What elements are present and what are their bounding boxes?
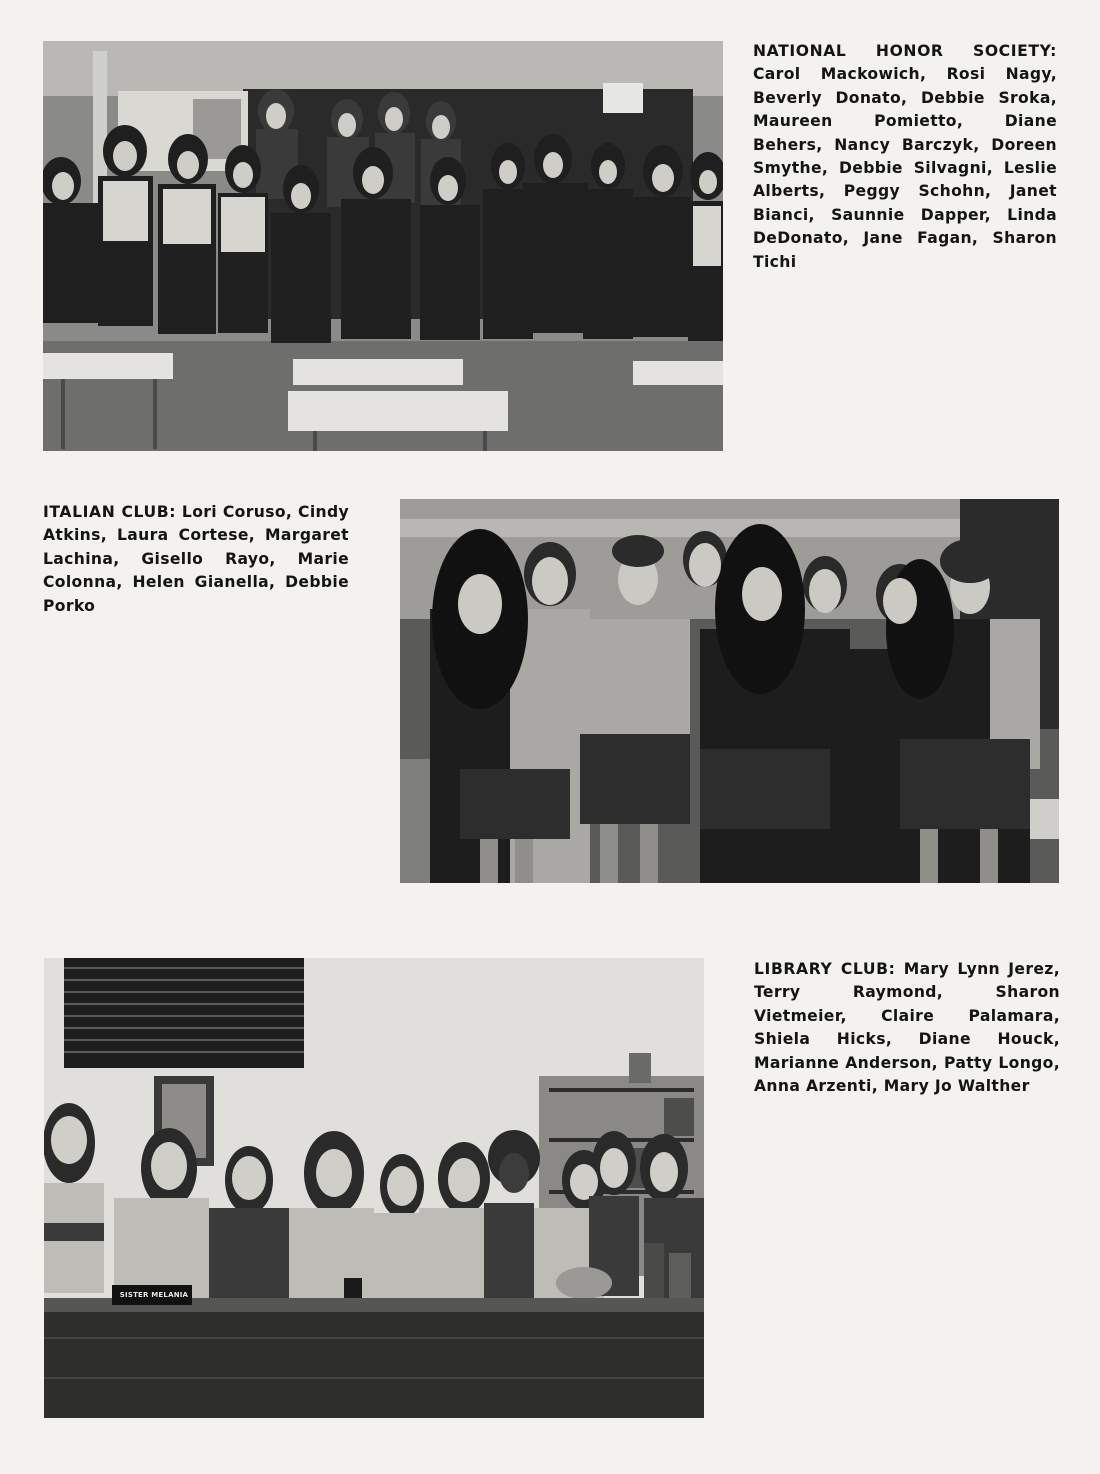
library-club-caption xyxy=(754,958,1060,1098)
library-club-photo-art xyxy=(44,958,704,1418)
national-honor-society-members: Carol Mackowich, Rosi Nagy, Beverly Donato, Debbie Sroka, Maureen Pomietto, Diane Behers, Nancy Barczyk, Doreen Smythe, Debbie Silvagni, Leslie Alberts, Peggy Schohn, Janet Bianci, Saunnie Dapper, Linda DeDonato, Jane Fagan, Sharon Tichi xyxy=(753,65,1057,271)
italian-club-members: Lori Coruso, Cindy Atkins, Laura Cortese, Margaret Lachina, Gisello Rayo, Marie Colonna, Helen Gianella, Debbie Porko xyxy=(43,503,349,615)
library-club-heading: LIBRARY CLUB: xyxy=(754,960,896,978)
library-club-members: Mary Lynn Jerez, Terry Raymond, Sharon Vietmeier, Claire Palamara, Shiela Hicks, Diane Houck, Marianne Anderson, Patty Longo, Anna Arzenti, Mary Jo Walther xyxy=(754,960,1061,1096)
italian-club-caption xyxy=(43,501,349,618)
national-honor-society-photo xyxy=(43,41,723,451)
national-honor-society-photo-art xyxy=(43,41,723,451)
national-honor-society-caption xyxy=(753,40,1057,274)
italian-club-photo-art xyxy=(400,499,1059,883)
library-club-photo xyxy=(44,958,704,1418)
desk-nameplate: SISTER MELANIA xyxy=(119,1291,189,1299)
national-honor-society-heading: NATIONAL HONOR SOCIETY: xyxy=(753,42,1057,60)
italian-club-photo xyxy=(400,499,1059,883)
italian-club-heading: ITALIAN CLUB: xyxy=(43,503,177,521)
